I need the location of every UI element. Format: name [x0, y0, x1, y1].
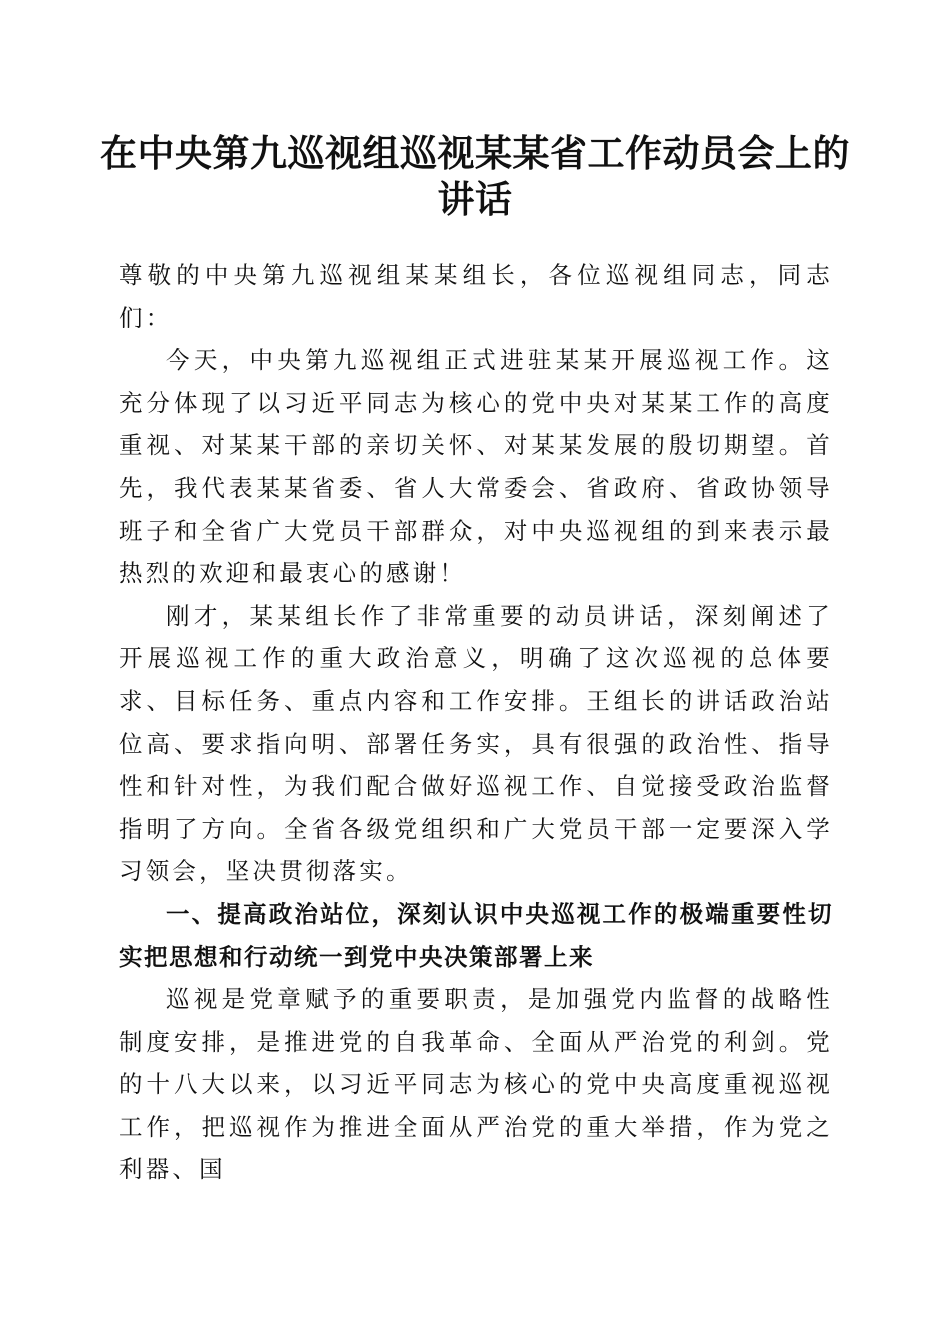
paragraph-speech-response: 刚才，某某组长作了非常重要的动员讲话，深刻阐述了开展巡视工作的重大政治意义，明确了这次巡视的总体要求、目标任务、重点内容和工作安排。王组长的讲话政治站位高、要求指向明、部署任务实，具有很强的政治性、指导性和针对性，为我们配合做好巡视工作、自觉接受政治监督指明了方向。全省各级党组织和广大党员干部一定要深入学习领会，坚决贯彻落实。: [119, 601, 833, 886]
paragraph-welcome: 今天，中央第九巡视组正式进驻某某开展巡视工作。这充分体现了以习近平同志为核心的党中央对某某工作的高度重视、对某某干部的亲切关怀、对某某发展的殷切期望。首先，我代表某某省委、省人大常委会、省政府、省政协领导班子和全省广大党员干部群众，对中央巡视组的到来表示最热烈的欢迎和最衷心的感谢！: [119, 346, 833, 588]
section-heading-1: 一、提高政治站位，深刻认识中央巡视工作的极端重要性切实把思想和行动统一到党中央决策部署上来: [119, 899, 833, 971]
document-title: 在中央第九巡视组巡视某某省工作动员会上的讲话: [100, 131, 850, 221]
salutation: 尊敬的中央第九巡视组某某组长，各位巡视组同志，同志们：: [119, 261, 833, 332]
paragraph-section-1: 巡视是党章赋予的重要职责，是加强党内监督的战略性制度安排，是推进党的自我革命、全面从严治党的利剑。党的十八大以来，以习近平同志为核心的党中央高度重视巡视工作，把巡视作为推进全面从严治党的重大举措，作为党之利器、国: [119, 985, 833, 1184]
document-body: [119, 254, 833, 1191]
